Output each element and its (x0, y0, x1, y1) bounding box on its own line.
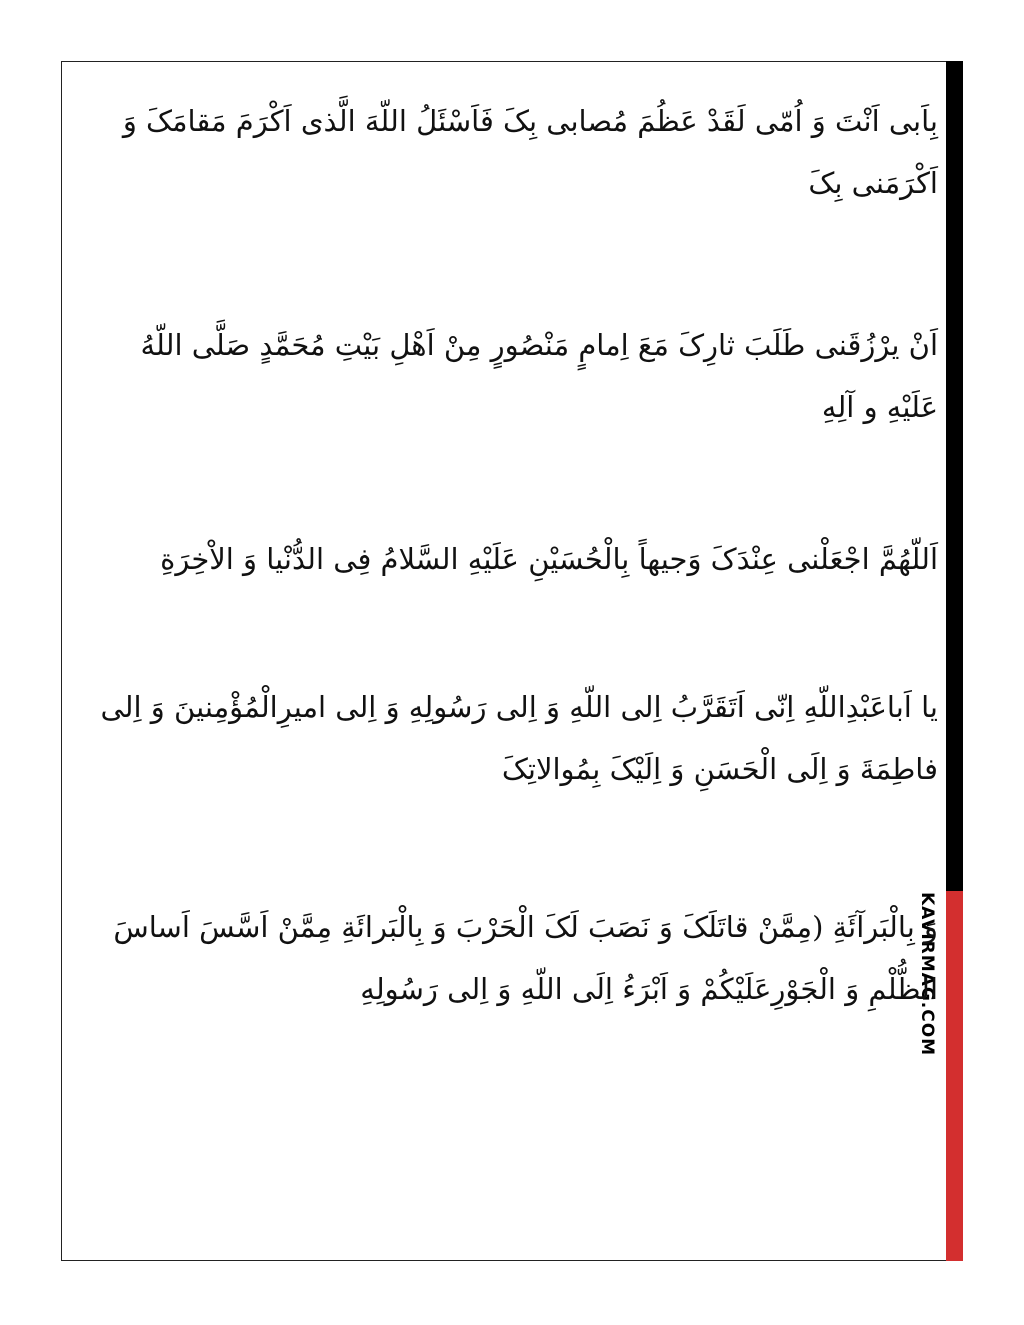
paragraph-2: اَنْ یرْزُقَنی طَلَبَ ثارِکَ مَعَ اِمامٍ مَنْصُورٍ مِنْ اَهْلِ بَیْتِ مُحَمَّدٍ صَلَّی اللّهُ عَلَیْهِ و آلِهِ (140, 328, 938, 424)
watermark-text: KAVIRMAG.COM (917, 892, 937, 1057)
paragraph-5: وَ بِالْبَرآئَةِ (مِمَّنْ قاتَلَکَ وَ نَصَبَ لَکَ الْحَرْبَ وَ بِالْبَرائَةِ مِمَّنْ اَسَّسَ اَساسَ الظُّلْمِ وَ الْجَوْرِعَلَیْکُمْ وَ اَبْرَءُ اِلَی اللّهِ وَ اِلی رَسُولِهِ (113, 910, 938, 1006)
paragraph-4: یا اَباعَبْدِاللّهِ اِنّی اَتَقَرَّبُ اِلی اللّهِ وَ اِلی رَسُولِهِ وَ اِلی امیرِالْمُؤْمِنینَ وَ اِلی فاطِمَةَ وَ اِلَی الْحَسَنِ وَ اِلَیْکَ بِمُوالاتِکَ (100, 690, 938, 786)
page-frame (61, 61, 961, 1261)
side-bar-black (946, 61, 963, 891)
paragraph-3: اَللّهُمَّ اجْعَلْنی عِنْدَکَ وَجیهاً بِالْحُسَیْنِ عَلَیْهِ السَّلامُ فِی الدُّنْیا وَ الاْخِرَةِ (160, 542, 938, 576)
paragraph-1: بِاَبی اَنْتَ وَ اُمّی لَقَدْ عَظُمَ مُصابی بِکَ فَاَسْئَلُ اللّهَ الَّذی اَکْرَمَ مَقامَکَ وَ اَکْرَمَنی بِکَ (122, 104, 938, 200)
side-bar-red (946, 891, 963, 1261)
